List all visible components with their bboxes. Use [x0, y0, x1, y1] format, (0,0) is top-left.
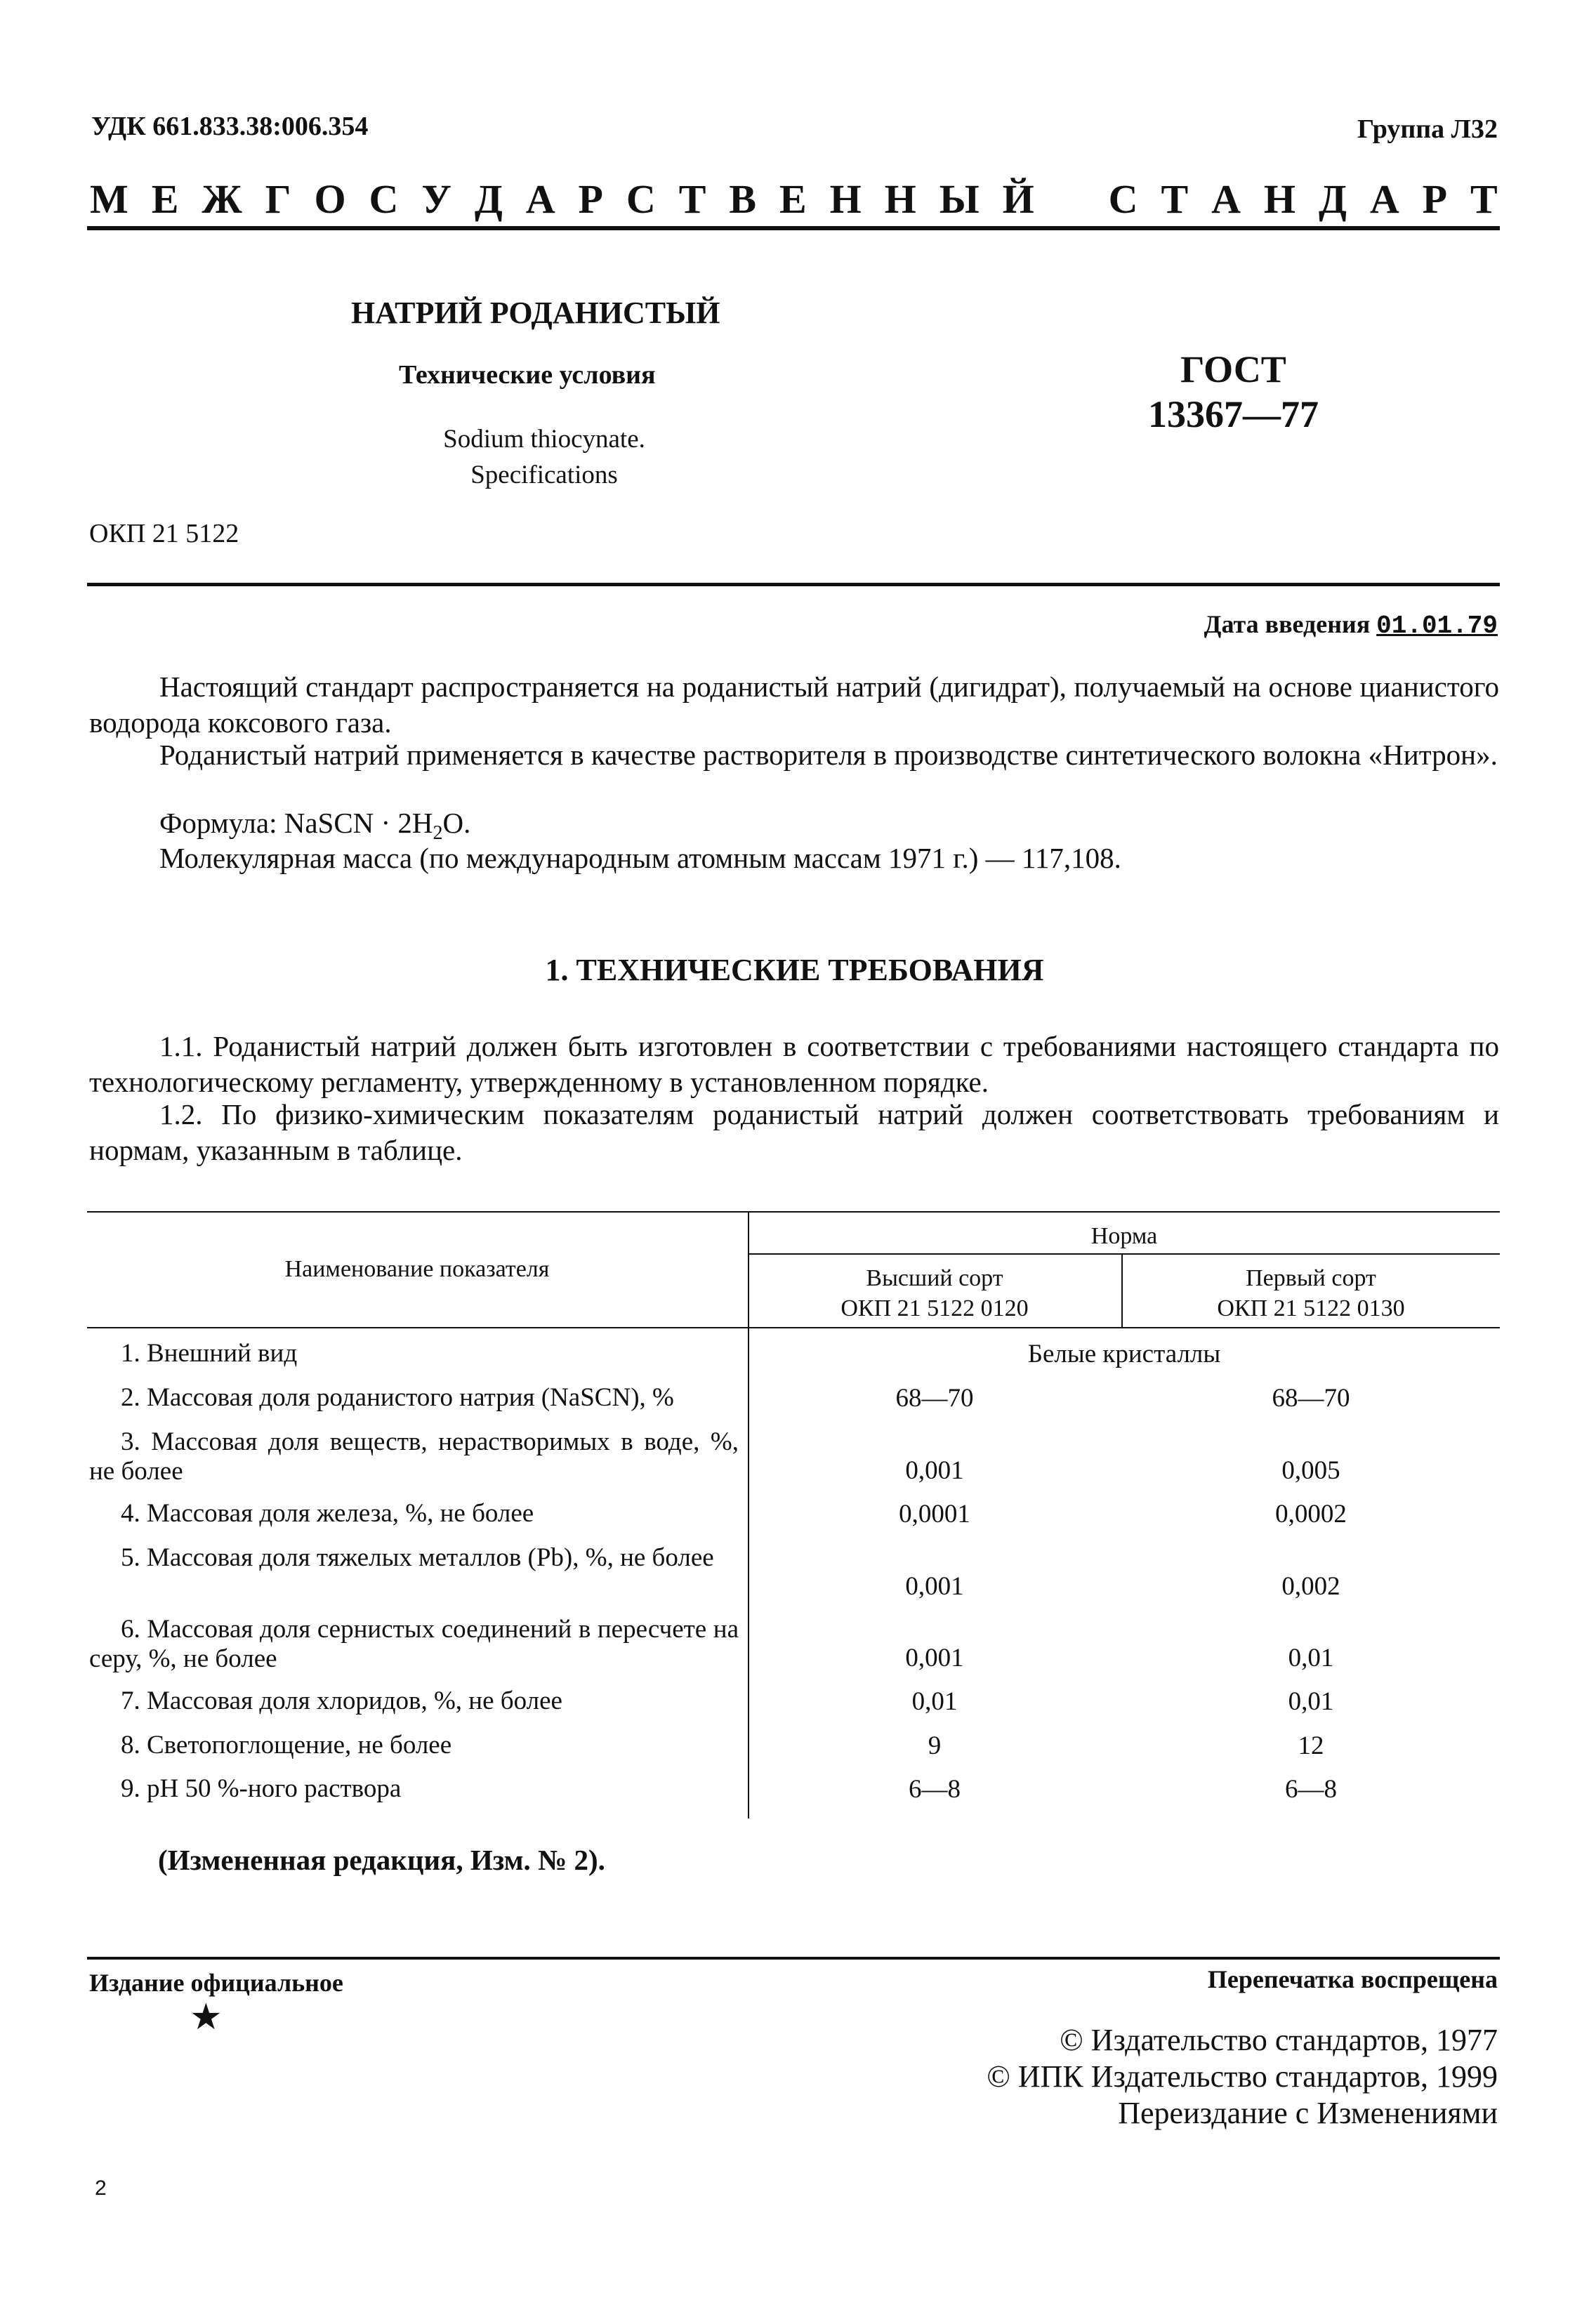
table-row-name: 1. Внешний вид [121, 1339, 298, 1368]
banner-letter: Д [1318, 176, 1347, 222]
banner-letter: Т [1161, 176, 1189, 222]
group-code: Группа Л32 [1357, 114, 1498, 144]
table-first-grade-value: 0,005 [1281, 1456, 1340, 1485]
udk-code: УДК 661.833.38:006.354 [91, 112, 369, 141]
table-row-name: 3. Массовая доля веществ, нерастворимых в воде, %, не более [89, 1427, 739, 1486]
banner-letter: Р [578, 176, 603, 222]
banner-letter: С [626, 176, 656, 222]
copyright-1: © Издательство стандартов, 1977 [1060, 2023, 1498, 2057]
document-subtitle: Технические условия [399, 360, 656, 390]
formula-text: Формула: NaSCN · 2H [159, 807, 433, 839]
table-header-rule [87, 1327, 1500, 1328]
table-top-grade-value: 0,01 [911, 1687, 958, 1716]
table-first-grade-value: 12 [1298, 1731, 1324, 1760]
table-first-grade-value: 68—70 [1272, 1384, 1350, 1413]
banner-letter: У [421, 176, 451, 222]
table-top-rule [87, 1211, 1500, 1213]
table-top-grade-value: 68—70 [895, 1384, 974, 1413]
reissue-note: Переиздание с Изменениями [1118, 2095, 1498, 2130]
banner-letter: А [1369, 176, 1399, 222]
footer-rule [87, 1957, 1500, 1960]
table-row-name: 5. Массовая доля тяжелых металлов (Pb), %, не более [121, 1543, 714, 1572]
copyright-2: © ИПК Издательство стандартов, 1999 [987, 2059, 1498, 2094]
banner-letter: Т [1470, 176, 1498, 222]
clause-1-1: 1.1. Роданистый натрий должен быть изготовлен в соответствии с требованиями настоящего стандарта по технологическому регламенту, утвержденному в установленном порядке. [89, 1030, 1499, 1099]
gost-label: ГОСТ [1180, 348, 1286, 390]
banner-letter: Н [829, 176, 862, 222]
table-merged-value: Белые кристаллы [1027, 1340, 1221, 1368]
table-row-name: 8. Светопоглощение, не более [121, 1731, 452, 1759]
date-value: 01.01.79 [1376, 612, 1498, 640]
banner-letter: Е [151, 176, 179, 222]
reprint-prohibited: Перепечатка воспрещена [1207, 1965, 1498, 1993]
table-first-grade-value: 0,01 [1288, 1644, 1334, 1672]
title-rule [87, 583, 1500, 586]
banner-letter: Й [1002, 176, 1034, 222]
banner-letter: В [729, 176, 757, 222]
star-icon: ★ [190, 1998, 223, 2038]
col-header-norm: Норма [1090, 1223, 1158, 1249]
banner-letter: О [314, 176, 346, 222]
section-heading: 1. ТЕХНИЧЕСКИЕ ТРЕБОВАНИЯ [545, 953, 1044, 987]
banner-letter: С [1108, 176, 1138, 222]
gost-designation [1148, 348, 1319, 437]
molar-mass-line: Молекулярная масса (по международным атомным массам 1971 г.) — 117,108. [159, 842, 1121, 874]
banner-letter: А [525, 176, 555, 222]
table-first-grade-value: 0,0002 [1275, 1500, 1347, 1529]
banner-letter: Е [779, 176, 807, 222]
table-top-grade-value: 0,001 [905, 1572, 964, 1601]
table-first-grade-value: 0,002 [1281, 1572, 1340, 1601]
table-top-grade-value: 6—8 [909, 1775, 961, 1804]
col-header-top-grade [749, 1264, 1121, 1323]
copyright-block [987, 2022, 1498, 2132]
table-first-grade-value: 0,01 [1288, 1687, 1334, 1716]
document-title: НАТРИЙ РОДАНИСТЫЙ [351, 296, 720, 330]
table-top-grade-value: 0,001 [905, 1644, 964, 1672]
banner-letter: А [1211, 176, 1241, 222]
formula-subscript: 2 [433, 822, 443, 845]
english-title-line1: Sodium thiocynate. [443, 425, 645, 454]
col-header-first-grade [1122, 1264, 1500, 1323]
banner-gap [1057, 176, 1086, 223]
table-top-grade-value: 0,001 [905, 1456, 964, 1485]
first-grade-label: Первый сорт [1246, 1265, 1376, 1291]
table-top-grade-value: 0,0001 [899, 1500, 970, 1529]
english-title-line2: Specifications [470, 461, 618, 490]
official-edition: Издание официальное [89, 1969, 343, 1997]
intro-paragraph-2: Роданистый натрий применяется в качестве растворителя в производстве синтетического волокна «Нитрон». [159, 739, 1498, 771]
amendment-note: (Измененная редакция, Изм. № 2). [158, 1844, 605, 1876]
banner-letter: М [90, 176, 128, 222]
formula-line [159, 805, 470, 845]
table-row-name: 2. Массовая доля роданистого натрия (NaSCN), % [121, 1383, 674, 1412]
page-number: 2 [95, 2177, 107, 2200]
table-row-name: 7. Массовая доля хлоридов, %, не более [121, 1686, 562, 1715]
table-row-name: 6. Массовая доля сернистых соединений в пересчете на серу, %, не более [89, 1615, 739, 1673]
top-grade-okp: ОКП 21 5122 0120 [840, 1295, 1029, 1321]
table-first-grade-value: 6—8 [1285, 1775, 1337, 1804]
banner-letter: Д [474, 176, 503, 222]
col-header-name: Наименование показателя [284, 1256, 550, 1282]
gost-number: 13367—77 [1148, 392, 1319, 435]
banner-letter: Р [1422, 176, 1448, 222]
clause-1-2: 1.2. По физико-химическим показателям роданистый натрий должен соответствовать требованиям и нормам, указанным в таблице. [89, 1098, 1499, 1167]
banner-letter: Т [678, 176, 706, 222]
banner-letter: С [369, 176, 399, 222]
okp-code: ОКП 21 5122 [89, 519, 239, 548]
table-row-name: 9. pH 50 %-ного раствора [121, 1774, 402, 1803]
banner-letter: Г [265, 176, 291, 222]
header-rule [87, 226, 1500, 230]
table-norm-rule [748, 1253, 1500, 1255]
table-row-name: 4. Массовая доля железа, %, не более [121, 1499, 534, 1528]
english-title [421, 421, 667, 493]
banner-letter: Ж [202, 176, 242, 222]
banner-letter: Н [1263, 176, 1296, 222]
table-top-grade-value: 9 [928, 1731, 942, 1760]
interstate-standard-banner [90, 176, 1498, 223]
first-grade-okp: ОКП 21 5122 0130 [1217, 1295, 1405, 1321]
top-grade-label: Высший сорт [866, 1265, 1003, 1291]
banner-letter: Н [884, 176, 916, 222]
formula-end: O. [442, 807, 471, 839]
date-label: Дата введения [1204, 610, 1371, 638]
introduction-date [1204, 609, 1498, 640]
banner-letter: Ы [939, 176, 980, 222]
intro-paragraph-1: Настоящий стандарт распространяется на роданистый натрий (дигидрат), получаемый на основе цианистого водорода коксового газа. [89, 671, 1499, 739]
